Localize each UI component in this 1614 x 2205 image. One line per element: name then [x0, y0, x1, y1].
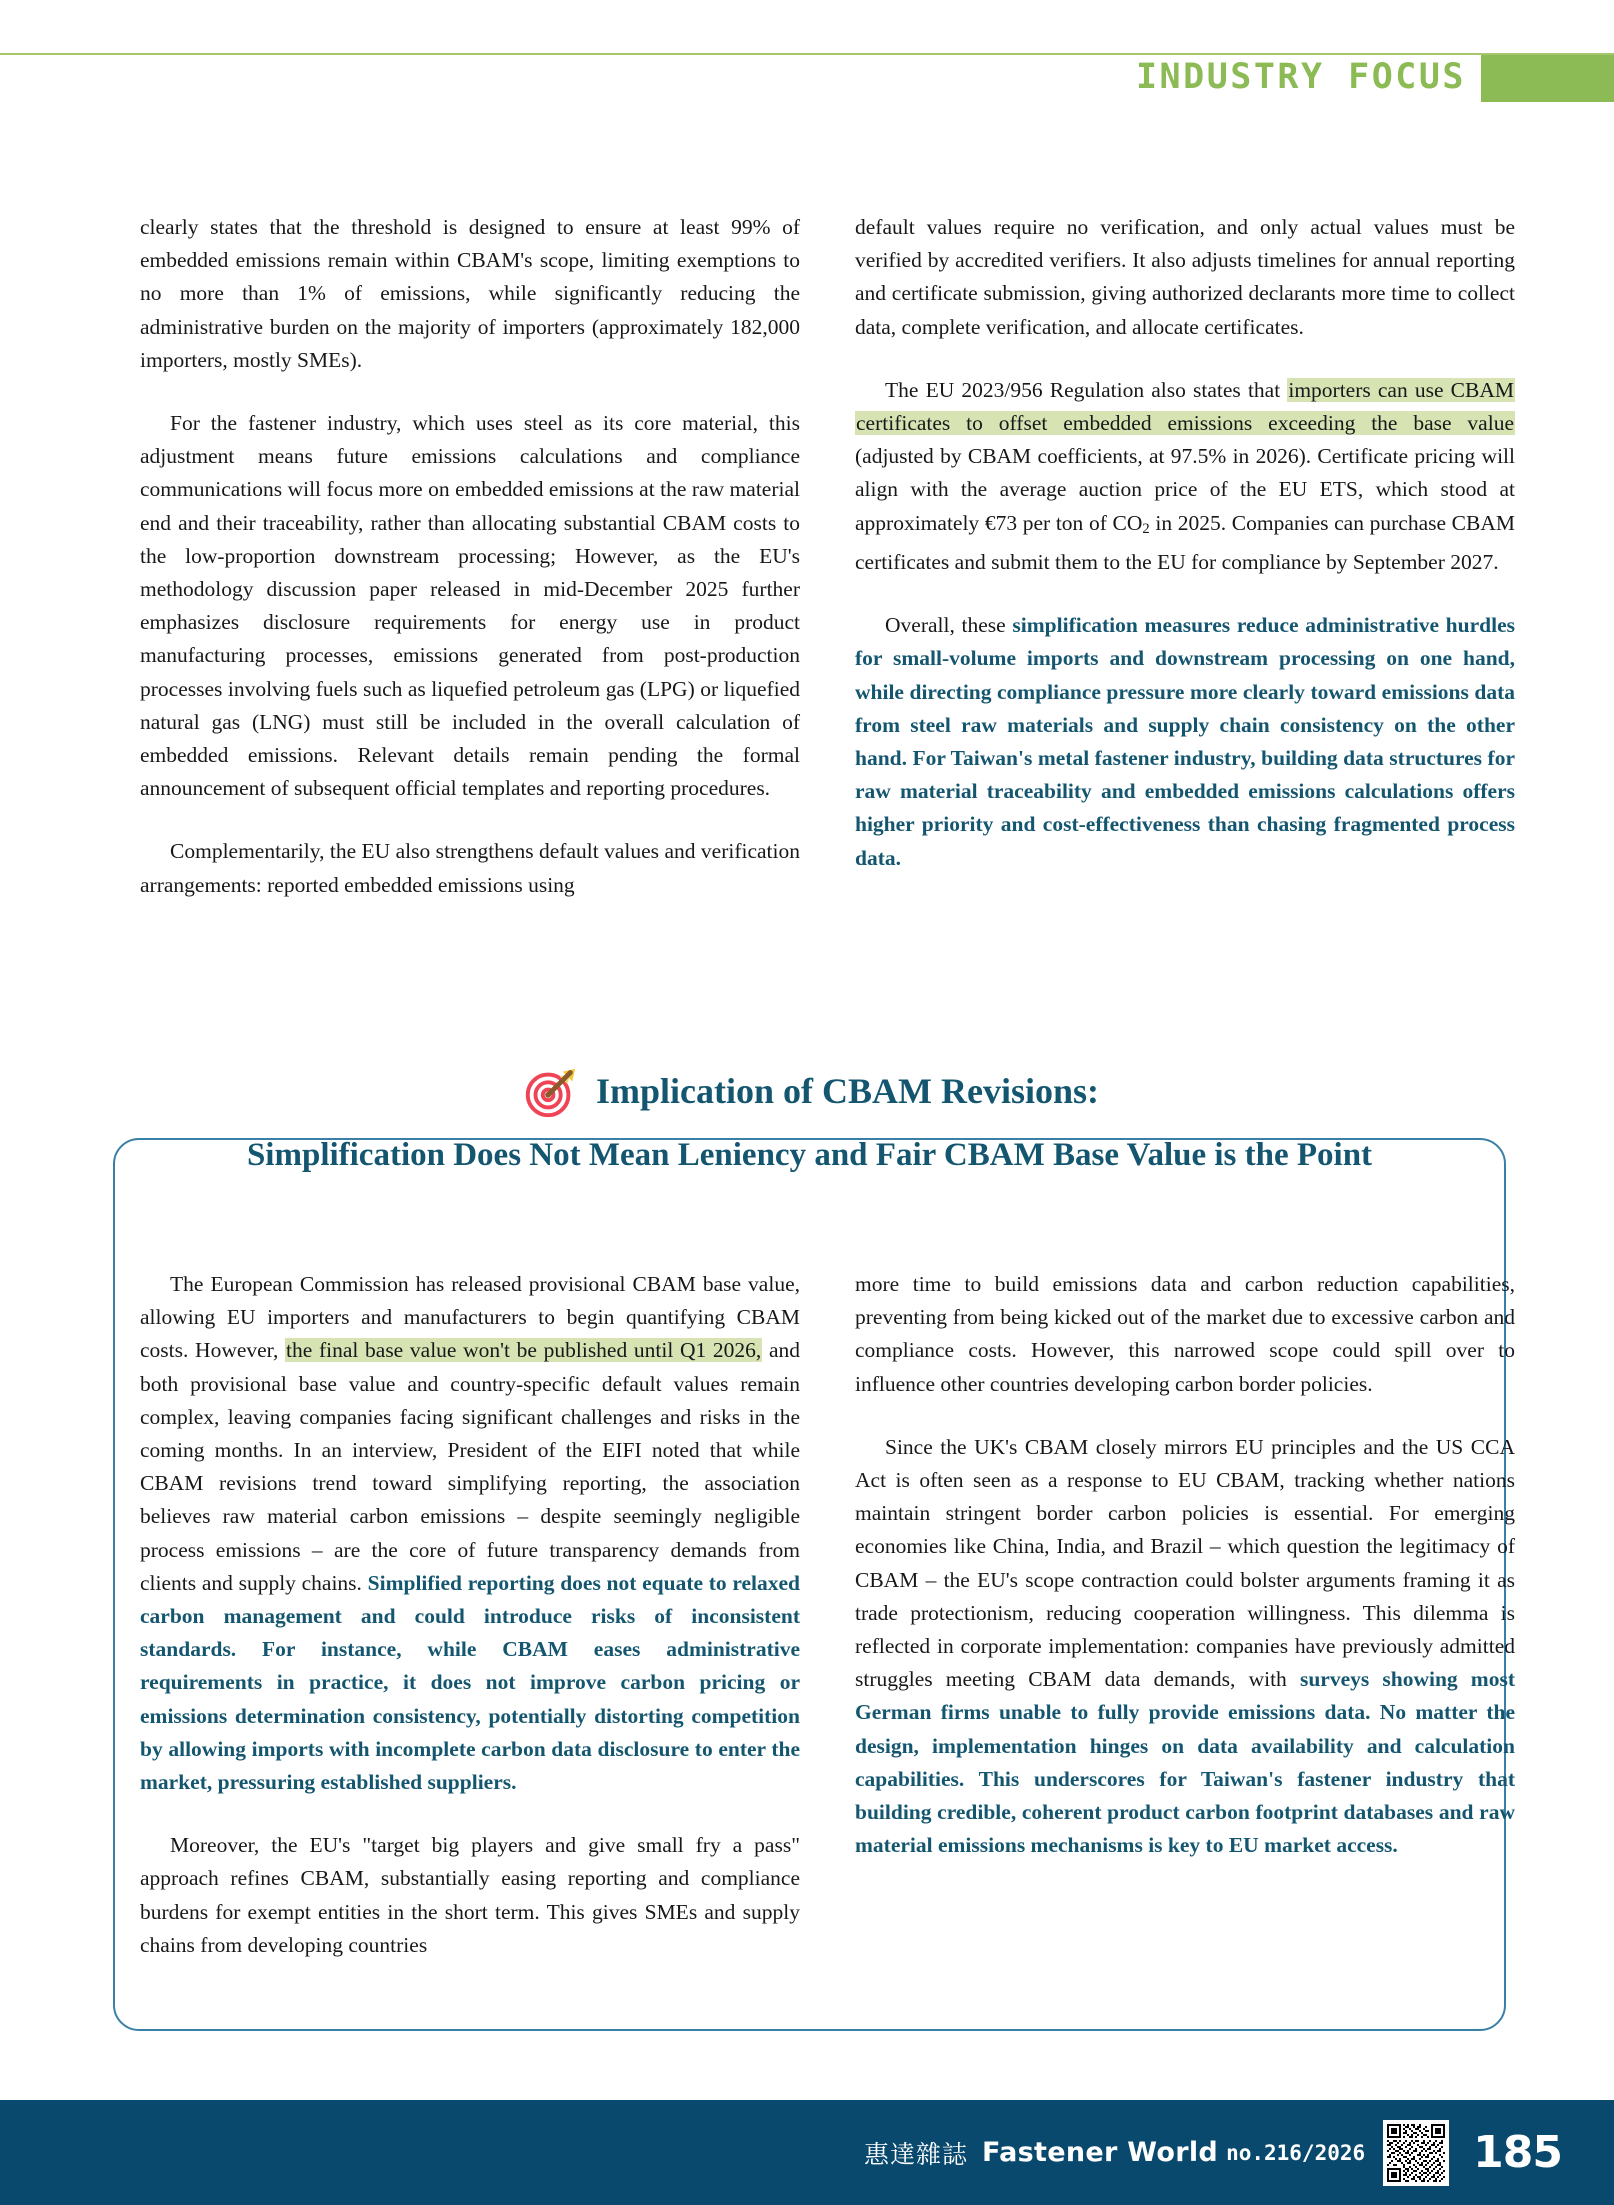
- emphasis-text: surveys showing most German firms unable to fully provide emissions data. No matter the design, implementation hinges on data availability and calculation capabilities. This underscores for Taiwan's fastener industry that building credible, coherent product carbon footprint databases and raw material emissions mechanisms is key to EU market access.: [855, 1667, 1515, 1858]
- page-footer: [0, 2100, 1614, 2205]
- text-run: Overall, these: [885, 613, 1013, 638]
- paragraph: more time to build emissions data and carbon reduction capabilities, preventing from being kicked out of the market due to excessive carbon and compliance costs. However, this narrowed scope could spill over to influence other countries developing carbon border policies.: [855, 1272, 1515, 1396]
- top-left-column: [140, 211, 800, 902]
- publisher-name-cn: 惠達雜誌: [863, 2139, 968, 2169]
- qr-code-icon[interactable]: [1383, 2120, 1449, 2186]
- highlighted-text: the final base value won't be published until Q1 2026,: [286, 1338, 762, 1363]
- paragraph-with-highlight: [140, 1268, 800, 1799]
- paragraph: Complementarily, the EU also strengthens default values and verification arrangements: reported embedded emissions using: [140, 839, 800, 897]
- paragraph-with-emphasis: [855, 609, 1515, 875]
- feature-heading-line-2: Simplification Does Not Mean Leniency and Fair CBAM Base Value is the Point: [246, 1137, 1373, 1173]
- issue-number: no.216/2026: [1226, 2140, 1366, 2165]
- paragraph-with-highlight: [855, 374, 1515, 579]
- feature-heading-text-1: Implication of CBAM Revisions:: [596, 1071, 1099, 1111]
- qr-code-glyph: [1387, 2124, 1445, 2182]
- paragraph: For the fastener industry, which uses steel as its core material, this adjustment means future emissions calculations and compliance communications will focus more on embedded emissions at the raw material end and their traceability, rather than allocating substantial CBAM costs to the low-proportion downstream processing; However, as the EU's methodology discussion paper released in mid-December 2025 further emphasizes disclosure requirements for energy use in product manufacturing processes, emissions generated from post-production processes involving fuels such as liquefied petroleum gas (LPG) or liquefied natural gas (LNG) must still be included in the overall calculation of embedded emissions. Relevant details remain pending the formal announcement of subsequent official templates and reporting procedures.: [140, 411, 800, 801]
- top-right-column: [855, 211, 1515, 875]
- text-run: Since the UK's CBAM closely mirrors EU principles and the US CCA Act is often seen as a response to EU CBAM, tracking whether nations maintain stringent border carbon policies is essential. For emerging economies like China, India, and Brazil – which question the legitimacy of CBAM – the EU's scope contraction could bolster arguments framing it as trade protectionism, reducing cooperation willingness. This dilemma is reflected in corporate implementation: companies have previously admitted struggles meeting CBAM data demands, with: [855, 1434, 1515, 1692]
- section-title: INDUSTRY FOCUS: [1135, 57, 1466, 97]
- text-run: (adjusted by CBAM coefficients, at 97.5% in 2026). Certificate pricing will align with the average auction price of the EU ETS, which stood at approximately €73 per ton of CO: [855, 444, 1515, 535]
- footer-content: [864, 2100, 1562, 2205]
- feature-right-column: [855, 1268, 1515, 1862]
- feature-left-column: [140, 1268, 800, 1962]
- dart-board-icon: [520, 1060, 582, 1122]
- subscript: 2: [1142, 520, 1150, 537]
- paragraph: clearly states that the threshold is designed to ensure at least 99% of embedded emissions remain within CBAM's scope, limiting exemptions to no more than 1% of emissions, while significantly reducing the administrative burden on the majority of importers (approximately 182,000 importers, mostly SMEs).: [140, 215, 800, 372]
- page-header: [0, 0, 1614, 110]
- text-run: in 2025. Companies can purchase CBAM certificates and submit them to the EU for compliance by September 2027.: [855, 510, 1516, 575]
- feature-heading-line-1: [113, 1060, 1506, 1122]
- highlighted-text: importers can use CBAM certificates to offset embedded emissions exceeding the base value: [856, 377, 1515, 436]
- emphasis-text: Simplified reporting does not equate to relaxed carbon management and could introduce risks of inconsistent standards. For instance, while CBAM eases administrative requirements in practice, it does not improve carbon pricing or emissions determination consistency, potentially distorting competition by allowing imports with incomplete carbon data disclosure to enter the market, pressuring established suppliers.: [140, 1570, 801, 1795]
- publisher-name-en: Fastener World: [981, 2137, 1219, 2168]
- paragraph-with-emphasis: [855, 1431, 1515, 1863]
- paragraph: default values require no verification, and only actual values must be verified by accredited verifiers. It also adjusts timelines for annual reporting and certificate submission, giving authorized declarants more time to collect data, complete verification, and allocate certificates.: [855, 215, 1515, 339]
- text-run: The European Commission has released provisional CBAM base value, allowing EU importers and manufacturers to begin quantifying CBAM costs. However,: [140, 1272, 800, 1363]
- emphasis-text: simplification measures reduce administrative hurdles for small-volume imports and downstream processing on one hand, while directing compliance pressure more clearly toward emissions data from steel raw materials and supply chain consistency on the other hand. For Taiwan's metal fastener industry, building data structures for raw material traceability and embedded emissions calculations offers higher priority and cost-effectiveness than chasing fragmented process data.: [855, 613, 1515, 870]
- header-green-tab: [1481, 55, 1614, 102]
- text-run: and both provisional base value and country-specific default values remain complex, leaving companies facing significant challenges and risks in the coming months. In an interview, President of the EIFI noted that while CBAM revisions trend toward simplifying reporting, the association believes raw material carbon emissions – despite seemingly negligible process emissions – are the core of future transparency demands from clients and supply chains.: [140, 1338, 801, 1595]
- page-number: 185: [1473, 2127, 1562, 2178]
- paragraph: Moreover, the EU's "target big players and give small fry a pass" approach refines CBAM, substantially easing reporting and compliance burdens for exempt entities in the short term. This gives SMEs and supply chains from developing countries: [140, 1833, 800, 1957]
- text-run: The EU 2023/956 Regulation also states that: [885, 377, 1288, 402]
